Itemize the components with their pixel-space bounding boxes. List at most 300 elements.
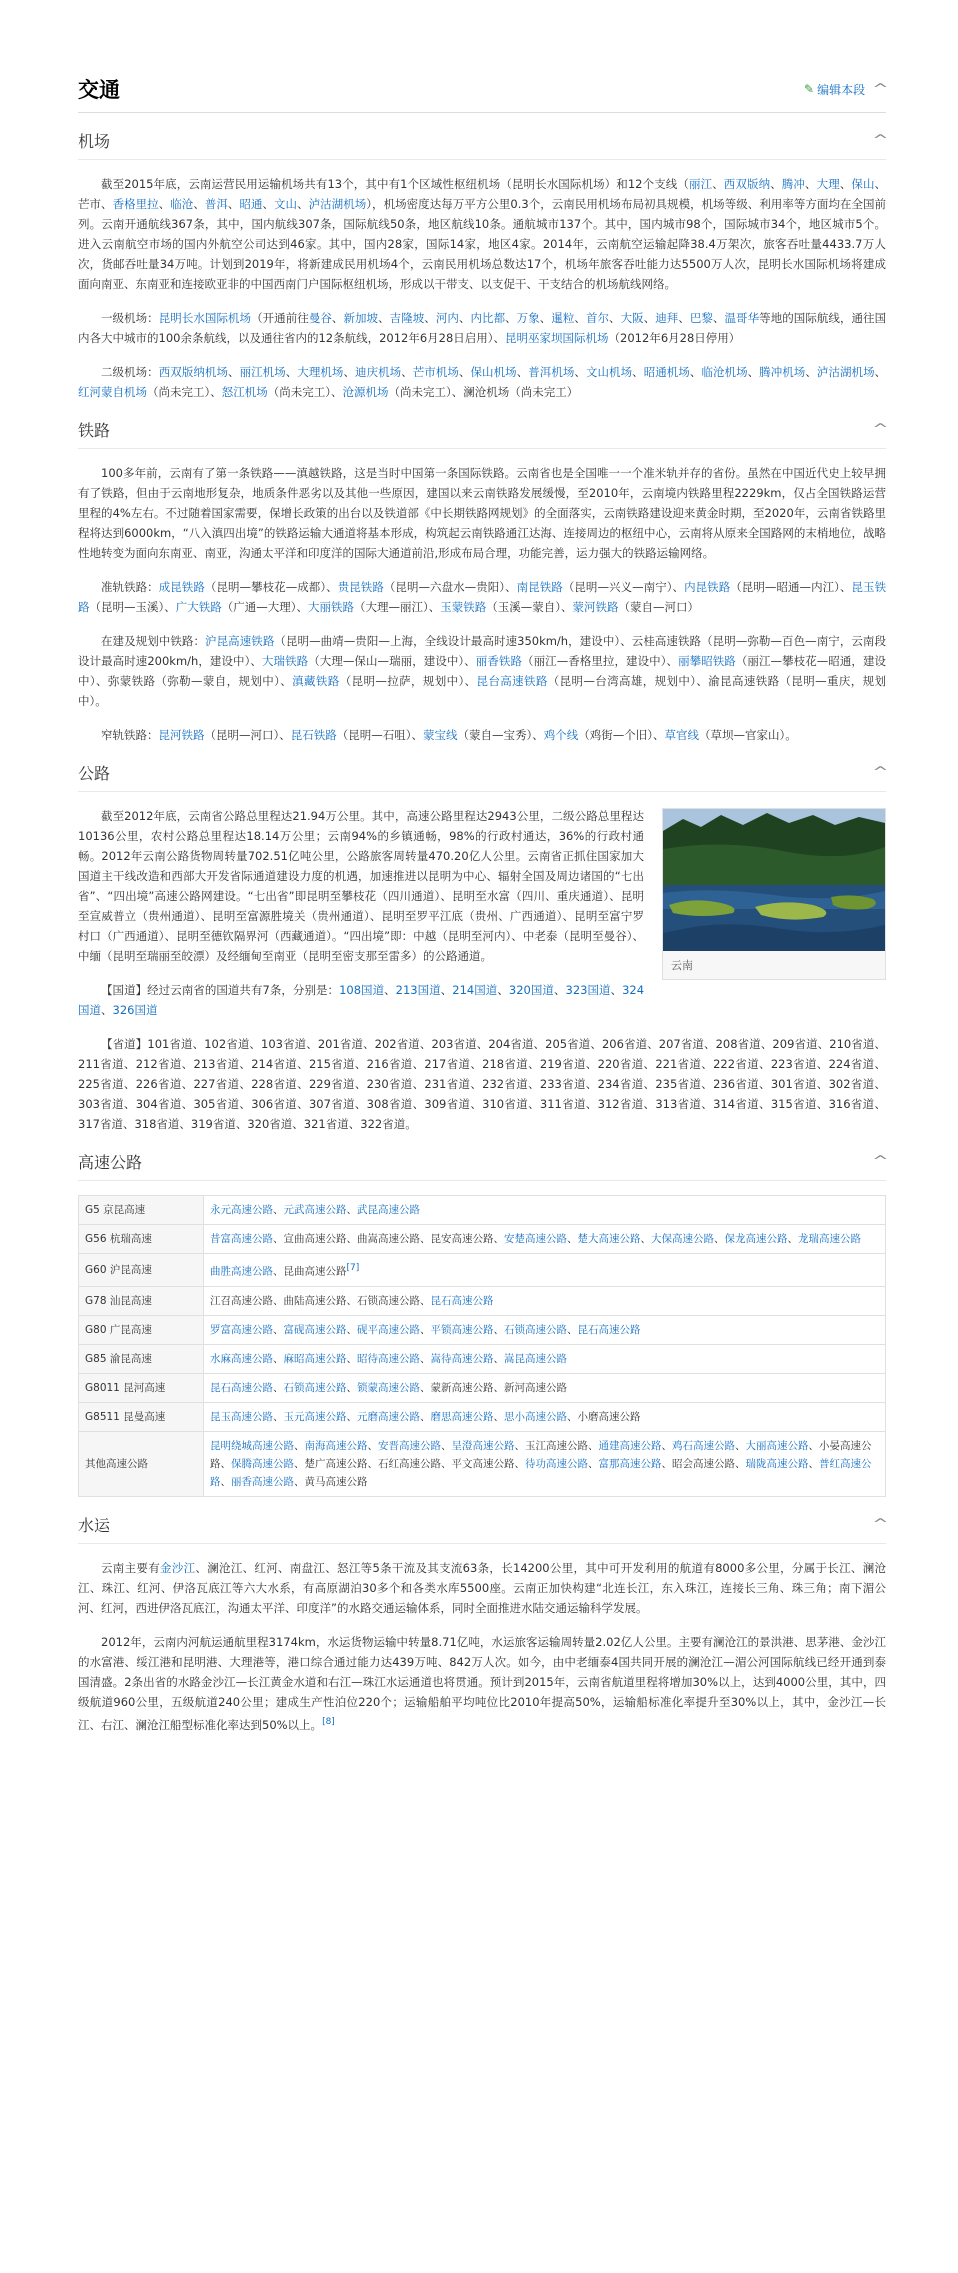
paragraph <box>78 1034 886 1134</box>
text-run: 2012年，云南内河航运通航里程3174km，水运货物运输中转量8.71亿吨，水运旅客运输周转量2.02亿人公里。主要有澜沧江的景洪港、思茅港、金沙江的水富港、绥江港和昆明港、大理港等，港口综合通过能力达439万吨、842万人次。如今，由中老缅泰4国共同开展的澜沧江—湄公河国际航线已经开通到泰国清盛。2条出省的水路金沙江—长江黄金水道和右江—珠江水运通道也将贯通。预计到2015年，云南省航道里程将增加30%以上，达到4000公里，其中，四级航道960公里，五级航道240公里；建成生产性泊位220个；运输船舶平均吨位比2010年提高50%，运输船标准化率提升至30%以上，其中，金沙江—长江、右江、澜沧江船型标准化率达到50%以上。 <box>78 1634 886 1732</box>
text-run: 、 <box>712 311 725 325</box>
text-run: 宣曲高速公路 <box>283 1233 347 1245</box>
text-run: 100多年前，云南有了第一条铁路——滇越铁路，这是当时中国第一条国际铁路。云南省也是全国唯一一个准米轨并存的省份。虽然在中国近代史上较早拥有了铁路，但由于云南地形复杂，地质条件恶劣以及其他一些原因，建国以来云南铁路发展缓慢，至2010年，云南境内铁路里程2229km，仅占全国铁路运营里程的4%左右。不过随着国家需要，保增长政策的出台以及铁道部《中长期铁路网规划》的全面落实，云南铁路建设迎来黄金时期，至2020年，云南省铁路里程将达到6000km，“八入滇四出境”的铁路运输大通道将基本形成，构筑起云南铁路通江达海、连接周边的枢纽中心，云南将从原来全国路网的末梢地位，战略性地转变为面向东南亚、南亚，沟通太平洋和印度洋的国际大通道前沿,形成布局合理，功能完善，运力强大的铁路运输网络。 <box>78 466 886 560</box>
wiki-link[interactable]: 昆台高速铁路 <box>476 674 548 688</box>
separator: 、 <box>661 1439 672 1452</box>
separator: 、 <box>273 1204 284 1216</box>
separator: 、 <box>273 1381 284 1394</box>
subsection-header-expressway <box>78 1150 889 1181</box>
subsection-title-waterway: 水运 <box>78 1515 111 1535</box>
separator: 、 <box>588 1439 599 1452</box>
wiki-link[interactable]: 内比都 <box>470 311 506 325</box>
wiki-link[interactable]: 滇藏铁路 <box>292 674 340 688</box>
separator: 、 <box>294 1475 305 1488</box>
subsection-header-airports <box>78 129 889 160</box>
text-run: 新河高速公路 <box>504 1381 567 1394</box>
text-run: 、 <box>401 365 413 379</box>
expressway-name: G85 渝昆高速 <box>79 1344 204 1373</box>
text-run: （昆明—昭通—内江）、 <box>730 580 852 594</box>
wiki-link[interactable]: 昆明长水国际机场 <box>158 311 252 325</box>
separator: 、 <box>808 1439 819 1452</box>
wiki-link[interactable]: 214国道 <box>452 983 498 997</box>
reference-link[interactable]: [8] <box>322 1716 335 1727</box>
expressway-segments <box>204 1254 886 1287</box>
expressway-segments <box>204 1196 886 1225</box>
text-run: 二级机场： <box>101 365 159 379</box>
text-run: 蒙新高速公路 <box>430 1381 494 1394</box>
wiki-link[interactable]: 昆明绕城高速公路 <box>210 1439 294 1452</box>
wiki-link[interactable]: 大丽铁路 <box>308 600 354 614</box>
wiki-link[interactable]: 昭通 <box>239 197 263 211</box>
separator: 、 <box>420 1294 431 1307</box>
text-run: 、 <box>378 311 390 325</box>
text-run: 黄马高速公路 <box>304 1475 368 1488</box>
separator: 、 <box>294 1457 305 1470</box>
text-run: 、 <box>193 197 205 211</box>
text-run: 昭会高速公路 <box>672 1457 735 1470</box>
highway-image[interactable] <box>662 808 886 980</box>
separator: 、 <box>493 1381 504 1394</box>
wiki-link[interactable]: 温哥华 <box>724 311 760 325</box>
separator: 、 <box>588 1457 599 1470</box>
separator: 、 <box>346 1204 357 1216</box>
separator: 、 <box>273 1294 284 1307</box>
text-run: （广通—大理）、 <box>221 600 308 614</box>
table-row <box>79 1431 886 1496</box>
wiki-link[interactable]: 安晋高速公路 <box>378 1439 441 1452</box>
wiki-link[interactable]: 吉隆坡 <box>389 311 425 325</box>
wiki-link[interactable]: 广大铁路 <box>175 600 222 614</box>
text-run: 曲嵩高速公路 <box>357 1233 420 1245</box>
text-run: 一级机场： <box>101 311 159 325</box>
text-run: 、 <box>610 983 623 997</box>
text-run: （昆明—河口）、 <box>204 728 291 742</box>
collapse-chevron-icon[interactable]: ^ <box>872 422 889 437</box>
text-run: 小磨高速公路 <box>577 1410 641 1423</box>
wiki-link[interactable]: 蒙宝线 <box>423 728 458 742</box>
text-run: 、 <box>678 311 690 325</box>
wiki-link[interactable]: 108国道 <box>339 983 385 997</box>
separator: 、 <box>735 1457 746 1470</box>
text-run: 、 <box>747 365 760 379</box>
text-run: 截至2012年底，云南省公路总里程达21.94万公里。其中，高速公路里程达2943公里，二级公路总里程达10136公里，农村公路总里程达18.14万公里；云南94%的乡镇通畅，98%的行政村通达，36%的行政村通畅。2012年云南公路货物周转量702.51亿吨公里，公路旅客周转量470.20亿人公里。云南省正抓住国家加大国道主干线改造和西部大开发省际通道建设力度的机遇，加速推进以昆明为中心、辐射全国及周边诸国的“七出省”、“四出境”高速公路网建设。“七出省”即昆明至攀枝花（四川通道）、昆明至水富（四川、重庆通道）、昆明至宣威普立（贵州通道）、昆明至富源胜境关（贵州通道）、昆明至罗平江底（贵州、广西通道）、昆明至富宁罗村口（广西通道）、昆明至德钦隔界河（西藏通道）。“四出境”即：中越（昆明至河内）、中老泰（昆明至曼谷）、中缅（昆明至瑞丽至皎漂）及经缅甸至南亚（昆明至密支那至雷多）的公路通道。 <box>78 809 644 963</box>
wiki-link[interactable]: 昭待高速公路 <box>357 1352 420 1365</box>
text-run: 、 <box>101 1003 113 1017</box>
wiki-link[interactable]: 保山 <box>851 177 875 191</box>
wiki-link[interactable]: 昆石高速公路 <box>430 1294 494 1307</box>
landscape-photo <box>663 809 885 951</box>
separator: 、 <box>420 1233 431 1245</box>
separator: 、 <box>346 1381 357 1394</box>
wiki-link[interactable]: 武昆高速公路 <box>357 1204 420 1216</box>
wiki-link[interactable]: 元磨高速公路 <box>357 1410 420 1423</box>
wiki-link[interactable]: 迪庆机场 <box>355 365 402 379</box>
wiki-link[interactable]: 大瑞铁路 <box>261 654 309 668</box>
wiki-link[interactable]: 324国道 <box>78 983 645 1017</box>
text-run: 、 <box>440 983 453 997</box>
wiki-link[interactable]: 西双版纳 <box>723 177 771 191</box>
text-run: 、 <box>343 365 356 379</box>
text-run: 昆曲高速公路 <box>283 1265 347 1278</box>
wiki-link[interactable]: 文山 <box>274 197 298 211</box>
wiki-link[interactable]: 昆明巫家坝国际机场 <box>505 331 609 345</box>
wiki-link[interactable]: 泸沽湖机场 <box>308 197 367 211</box>
separator: 、 <box>367 1457 378 1470</box>
wiki-link[interactable]: 腾冲 <box>781 177 805 191</box>
wiki-link[interactable]: 鸡个线 <box>543 728 579 742</box>
separator: 、 <box>735 1439 746 1452</box>
table-row <box>79 1315 886 1344</box>
wiki-link[interactable]: 罗富高速公路 <box>210 1323 273 1336</box>
text-run: 【国道】经过云南省的国道共有7条，分别是： <box>101 983 340 997</box>
text-run: （蒙自—河口） <box>618 600 699 614</box>
wiki-link[interactable]: 万象 <box>516 311 540 325</box>
separator: 、 <box>346 1323 357 1336</box>
expressway-name: G78 汕昆高速 <box>79 1286 204 1315</box>
separator: 、 <box>346 1410 357 1423</box>
wiki-link[interactable]: 草官线 <box>664 728 699 742</box>
separator: 、 <box>220 1475 231 1488</box>
edit-section-button[interactable] <box>804 81 865 98</box>
airports-body <box>78 174 886 402</box>
text-run: 、澜沧江、红河、南盘江、怒江等5条干流及其支流63条，长14200公里，其中可开发利用的航道有8000多公里，分属于长江、澜沧江、珠江、红河、伊洛瓦底江等六大水系，有高原湖泊30多个和各类水库5500座。云南正加快构建“北连长江，东入珠江，连接长三角、珠三角；南下湄公河、红河，西进伊洛瓦底江，沟通太平洋、印度洋”的水路交通运输体系，同时全面推进水陆交通运输科学发展。 <box>78 1560 887 1615</box>
separator: 、 <box>640 1233 651 1245</box>
expressway-name: G60 沪昆高速 <box>79 1254 204 1287</box>
wiki-link[interactable]: 大理 <box>816 177 840 191</box>
wiki-link[interactable]: 大阪 <box>620 311 644 325</box>
waterway-body <box>78 1558 886 1735</box>
wiki-link[interactable]: 西双版纳机场 <box>158 365 229 379</box>
wiki-link[interactable]: 金沙江 <box>160 1560 196 1575</box>
separator: 、 <box>493 1410 504 1423</box>
wiki-link[interactable]: 大丽高速公路 <box>745 1439 809 1452</box>
wiki-link[interactable]: 待功高速公路 <box>525 1457 588 1470</box>
text-run: 、 <box>712 177 724 191</box>
text-run: （开通前往 <box>251 311 309 325</box>
text-run: 、 <box>805 177 817 191</box>
wiki-link[interactable]: 普红高速公路 <box>210 1457 872 1488</box>
text-run: （大理—保山—瑞丽，建设中）、 <box>308 654 476 668</box>
subsection-header-railway <box>78 418 889 449</box>
wiki-link[interactable]: 320国道 <box>508 983 554 997</box>
text-run: （尚未完工）、澜沧机场（尚未完工） <box>388 385 579 399</box>
text-run: （草坝—官家山）。 <box>699 728 797 742</box>
text-run: （尚未完工）、 <box>267 385 343 399</box>
separator: 、 <box>441 1457 452 1470</box>
text-run: 在建及规划中铁路： <box>101 634 206 648</box>
separator: 、 <box>273 1233 284 1245</box>
separator: 、 <box>567 1233 578 1245</box>
wiki-link[interactable]: 丽江 <box>688 177 713 191</box>
text-run: 、 <box>689 365 702 379</box>
wiki-link[interactable]: 水麻高速公路 <box>210 1352 273 1365</box>
wiki-link[interactable]: 富那高速公路 <box>598 1457 662 1470</box>
wiki-link[interactable]: 麻昭高速公路 <box>283 1352 347 1365</box>
wiki-link[interactable]: 昆河铁路 <box>158 728 205 742</box>
text-run: 、 <box>516 365 529 379</box>
text-run: （昆明—玉溪）、 <box>89 600 176 614</box>
expressway-name: G8011 昆河高速 <box>79 1373 204 1402</box>
text-run: （昆明—石咀）、 <box>336 728 423 742</box>
text-run: （昆明—兴义—南宁）、 <box>562 580 685 594</box>
table-row <box>79 1286 886 1315</box>
text-run: 、 <box>458 311 471 325</box>
separator: 、 <box>493 1233 504 1245</box>
wiki-link[interactable]: 磨思高速公路 <box>430 1410 494 1423</box>
text-run: （蒙自—宝秀）、 <box>457 728 544 742</box>
paragraph <box>78 174 886 294</box>
separator: 、 <box>273 1410 284 1423</box>
wiki-link[interactable]: 芒市机场 <box>412 365 459 379</box>
separator: 、 <box>493 1352 504 1365</box>
subsection-title-expressway: 高速公路 <box>78 1153 143 1172</box>
text-run: （鸡街—个旧）、 <box>578 728 665 742</box>
wiki-link[interactable]: 河内 <box>435 311 459 325</box>
wiki-link[interactable]: 砚平高速公路 <box>357 1323 420 1336</box>
text-run: 江召高速公路 <box>210 1294 273 1307</box>
wiki-link[interactable]: 丽江机场 <box>239 365 286 379</box>
wiki-link[interactable]: 红河蒙自机场 <box>78 385 147 399</box>
wiki-link[interactable]: 思小高速公路 <box>504 1410 567 1423</box>
text-run: 、 <box>574 311 586 325</box>
separator: 、 <box>220 1457 231 1470</box>
text-run: 、 <box>574 365 586 379</box>
paragraph <box>78 362 886 402</box>
text-run: 截至2015年底，云南运营民用运输机场共有13个，其中有1个区域性枢纽机场（昆明长水国际机场）和12个支线（ <box>101 177 689 191</box>
section-header-transport <box>78 0 889 113</box>
wiki-link[interactable]: 新加坡 <box>343 311 379 325</box>
wiki-link[interactable]: 昆石高速公路 <box>210 1381 273 1394</box>
expressway-name: G8511 昆曼高速 <box>79 1402 204 1431</box>
wiki-link[interactable]: 临沧机场 <box>701 365 748 379</box>
text-run: 玉江高速公路 <box>525 1439 588 1452</box>
wiki-link[interactable]: 龙瑞高速公路 <box>798 1233 861 1245</box>
wiki-link[interactable]: 玉蒙铁路 <box>440 600 487 614</box>
separator: 、 <box>514 1439 525 1452</box>
collapse-chevron-icon[interactable]: ^ <box>872 1154 889 1169</box>
wiki-link[interactable]: 泸沽湖机场 <box>816 365 875 379</box>
text-run: 、 <box>158 197 171 211</box>
wiki-link[interactable]: 昆玉高速公路 <box>210 1410 273 1423</box>
collapse-chevron-icon[interactable]: ^ <box>872 133 889 148</box>
wiki-link[interactable]: 内昆铁路 <box>684 580 731 594</box>
text-run: 、 <box>297 197 309 211</box>
wiki-link[interactable]: 石锁高速公路 <box>504 1323 567 1336</box>
separator: 、 <box>567 1323 578 1336</box>
expressway-segments <box>204 1225 886 1254</box>
wiki-link[interactable]: 贵昆铁路 <box>337 580 384 594</box>
text-run: 小晏高速公路 <box>210 1439 872 1470</box>
text-run: 、 <box>874 365 887 379</box>
reference-link[interactable]: [7] <box>346 1263 360 1273</box>
wiki-link[interactable]: 丽香高速公路 <box>231 1475 294 1488</box>
wiki-link[interactable]: 迪拜 <box>655 311 679 325</box>
collapse-chevron-icon[interactable]: ^ <box>872 1516 889 1532</box>
text-run: 、 <box>805 365 817 379</box>
wiki-link[interactable]: 昆石铁路 <box>290 728 337 742</box>
wiki-link[interactable]: 暹粒 <box>551 311 575 325</box>
wiki-link[interactable]: 保龙高速公路 <box>724 1233 788 1245</box>
table-row <box>79 1254 886 1287</box>
wiki-link[interactable]: 沪昆高速铁路 <box>205 634 275 648</box>
expressway-segments <box>204 1431 886 1496</box>
wiki-link[interactable]: 曼谷 <box>308 311 332 325</box>
text-run: 、 <box>839 177 852 191</box>
text-run: 、 <box>458 365 471 379</box>
wiki-link[interactable]: 锁蒙高速公路 <box>357 1381 420 1394</box>
paragraph <box>78 308 886 348</box>
table-row <box>79 1196 886 1225</box>
image-caption: 云南 <box>671 959 693 972</box>
text-run: 、 <box>285 365 298 379</box>
text-run: 、芒市、 <box>78 177 887 211</box>
wiki-link[interactable]: 普洱机场 <box>528 365 575 379</box>
wiki-link[interactable]: 嵩昆高速公路 <box>504 1352 567 1365</box>
wiki-link[interactable]: 嵩待高速公路 <box>430 1352 494 1365</box>
edit-section-label: 编辑本段 <box>817 82 866 97</box>
wiki-link[interactable]: 元武高速公路 <box>283 1204 347 1216</box>
text-run: ），机场密度达每万平方公里0.3个，云南民用机场布局初具规模，机场等级、利用率等方面均在全国前列。云南开通航线367条，其中，国内航线307条，国际航线50条，地区航线10条。通航城市137个。其中，国内城市98个，国际城市34个，地区城市5个。进入云南航空市场的国内外航空公司达到46家。其中，国内28家，国际14家，地区4家。2014年，云南航空运输起降38.4万架次，旅客吞吐量4433.7万人次，货邮吞吐量34万吨。计划到2019年，将新建成民用机场4个，云南民用机场总数达17个，机场年旅客吞吐能力达5500万人次，昆明长水国际机场将建成面向南亚、东南亚和连接欧亚非的中国西南门户国际枢纽机场，形成以干带支、以支促干、干支结合的机场航线网络。 <box>78 197 887 291</box>
text-run: （2012年6月28日停用） <box>608 331 741 345</box>
expressway-name: G56 杭瑞高速 <box>79 1225 204 1254</box>
paragraph <box>78 463 886 563</box>
text-run: 、 <box>632 365 644 379</box>
wiki-link[interactable]: 临沧 <box>170 197 194 211</box>
paragraph <box>78 631 886 711</box>
separator: 、 <box>420 1323 431 1336</box>
paragraph <box>78 725 886 745</box>
wiki-link[interactable]: 香格里拉 <box>112 197 159 211</box>
text-run: （昆明—拉萨，规划中）、 <box>339 674 477 688</box>
table-row <box>79 1373 886 1402</box>
wiki-link[interactable]: 保腾高速公路 <box>231 1457 294 1470</box>
wiki-link[interactable]: 瑞陇高速公路 <box>745 1457 809 1470</box>
text-run: （丽江—香格里拉，建设中）、 <box>522 654 679 668</box>
expressway-segments <box>204 1373 886 1402</box>
subsection-title-railway: 铁路 <box>78 421 111 440</box>
separator: 、 <box>420 1410 431 1423</box>
separator: 、 <box>714 1233 725 1245</box>
wiki-link[interactable]: 昆石高速公路 <box>577 1323 641 1336</box>
wiki-link[interactable]: 丽香铁路 <box>475 654 523 668</box>
wiki-link[interactable]: 首尔 <box>585 311 610 325</box>
separator: 、 <box>420 1352 431 1365</box>
separator: 、 <box>808 1457 819 1470</box>
text-run: 云南主要有 <box>101 1560 161 1575</box>
text-run: 、 <box>262 197 275 211</box>
text-run: 、 <box>609 311 621 325</box>
wiki-link[interactable]: 丽攀昭铁路 <box>678 654 736 668</box>
text-run: （丽江—攀枝花—昭通，建设中）、弥蒙铁路（弥勒—蒙自，规划中）、 <box>78 654 887 688</box>
wiki-link[interactable]: 沧源机场 <box>342 385 389 399</box>
wiki-link[interactable]: 323国道 <box>565 983 611 997</box>
text-run: （尚未完工）、 <box>147 385 222 399</box>
subsection-title-airports: 机场 <box>78 132 111 151</box>
text-run: 、 <box>331 311 344 325</box>
section-tools <box>804 81 889 98</box>
text-run: 、 <box>643 311 656 325</box>
separator: 、 <box>420 1381 431 1394</box>
wiki-link[interactable]: 巴黎 <box>689 311 713 325</box>
wiki-link[interactable]: 安楚高速公路 <box>504 1233 567 1245</box>
text-run: 石红高速公路 <box>378 1457 441 1470</box>
text-run: 、 <box>384 983 396 997</box>
separator: 、 <box>787 1233 798 1245</box>
separator: 、 <box>346 1352 357 1365</box>
wiki-link[interactable]: 文山机场 <box>585 365 633 379</box>
wiki-link[interactable]: 曲胜高速公路 <box>210 1265 273 1278</box>
subsection-title-highway: 公路 <box>78 764 111 783</box>
separator: 、 <box>273 1352 284 1365</box>
wiki-link[interactable]: 326国道 <box>112 1003 158 1017</box>
wiki-link[interactable]: 玉元高速公路 <box>283 1410 347 1423</box>
wiki-link[interactable]: 怒江机场 <box>221 385 268 399</box>
wiki-link[interactable]: 腾冲机场 <box>759 365 806 379</box>
expressway-segments <box>204 1315 886 1344</box>
separator: 、 <box>514 1457 525 1470</box>
text-run: 、 <box>505 311 517 325</box>
separator: 、 <box>346 1233 357 1245</box>
wiki-link[interactable]: 鸡石高速公路 <box>672 1439 735 1452</box>
text-run: （玉溪—蒙自）、 <box>486 600 573 614</box>
wiki-link[interactable]: 成昆铁路 <box>158 580 205 594</box>
wiki-link[interactable]: 蒙河铁路 <box>572 600 619 614</box>
paragraph <box>78 980 886 1020</box>
text-run: （昆明—六盘水—贵阳）、 <box>383 580 517 594</box>
wiki-link[interactable]: 富砚高速公路 <box>283 1323 347 1336</box>
table-row <box>79 1402 886 1431</box>
wiki-link[interactable]: 大理机场 <box>297 365 344 379</box>
separator: 、 <box>493 1323 504 1336</box>
expressway-name: G80 广昆高速 <box>79 1315 204 1344</box>
text-run: 、 <box>497 983 509 997</box>
paragraph <box>78 577 886 617</box>
separator: 、 <box>661 1457 672 1470</box>
wiki-link[interactable]: 大保高速公路 <box>651 1233 714 1245</box>
wiki-link[interactable]: 南海高速公路 <box>304 1439 368 1452</box>
wiki-link[interactable]: 普洱 <box>204 197 228 211</box>
expressway-table <box>78 1195 886 1497</box>
wiki-link[interactable]: 保山机场 <box>470 365 517 379</box>
wiki-link[interactable]: 南昆铁路 <box>516 580 563 594</box>
pencil-icon: ✎ <box>804 82 815 96</box>
wiki-link[interactable]: 楚大高速公路 <box>577 1233 641 1245</box>
wiki-link[interactable]: 昭通机场 <box>643 365 690 379</box>
separator: 、 <box>273 1265 284 1278</box>
wiki-link[interactable]: 石锁高速公路 <box>283 1381 347 1394</box>
wiki-link[interactable]: 永元高速公路 <box>210 1204 273 1216</box>
text-run: 、 <box>227 197 240 211</box>
text-run: 、 <box>770 177 782 191</box>
text-run: 、 <box>228 365 240 379</box>
collapse-chevron-icon[interactable]: ^ <box>872 765 889 780</box>
text-run: 昆安高速公路 <box>430 1233 494 1245</box>
expressway-segments <box>204 1286 886 1315</box>
text-run: 【省道】101省道、102省道、103省道、201省道、202省道、203省道、204省道、205省道、206省道、207省道、208省道、209省道、210省道、211省道、212省道、213省道、214省道、215省道、216省道、217省道、218省道、219省道、220省道、221省道、222省道、223省道、224省道、225省道、226省道、227省道、228省道、229省道、230省道、231省道、232省道、233省道、234省道、235省道、236省道、301省道、302省道、303省道、304省道、305省道、306省道、307省道、308省道、309省道、310省道、311省道、312省道、313省道、314省道、315省道、316省道、317省道、318省道、319省道、320省道、321省道、322省道。 <box>78 1037 886 1131</box>
table-row <box>79 1344 886 1373</box>
wiki-link[interactable]: 昔富高速公路 <box>210 1233 273 1245</box>
collapse-chevron-icon[interactable]: ^ <box>872 81 889 97</box>
separator: 、 <box>567 1410 578 1423</box>
separator: 、 <box>346 1294 357 1307</box>
wiki-link[interactable]: 通建高速公路 <box>598 1439 662 1452</box>
text-run: 窄轨铁路： <box>101 728 159 742</box>
wiki-link[interactable]: 昆玉铁路 <box>78 580 887 614</box>
wiki-link[interactable]: 呈澄高速公路 <box>451 1439 515 1452</box>
table-row <box>79 1225 886 1254</box>
wiki-link[interactable]: 平锁高速公路 <box>430 1323 494 1336</box>
wiki-link[interactable]: 213国道 <box>395 983 441 997</box>
